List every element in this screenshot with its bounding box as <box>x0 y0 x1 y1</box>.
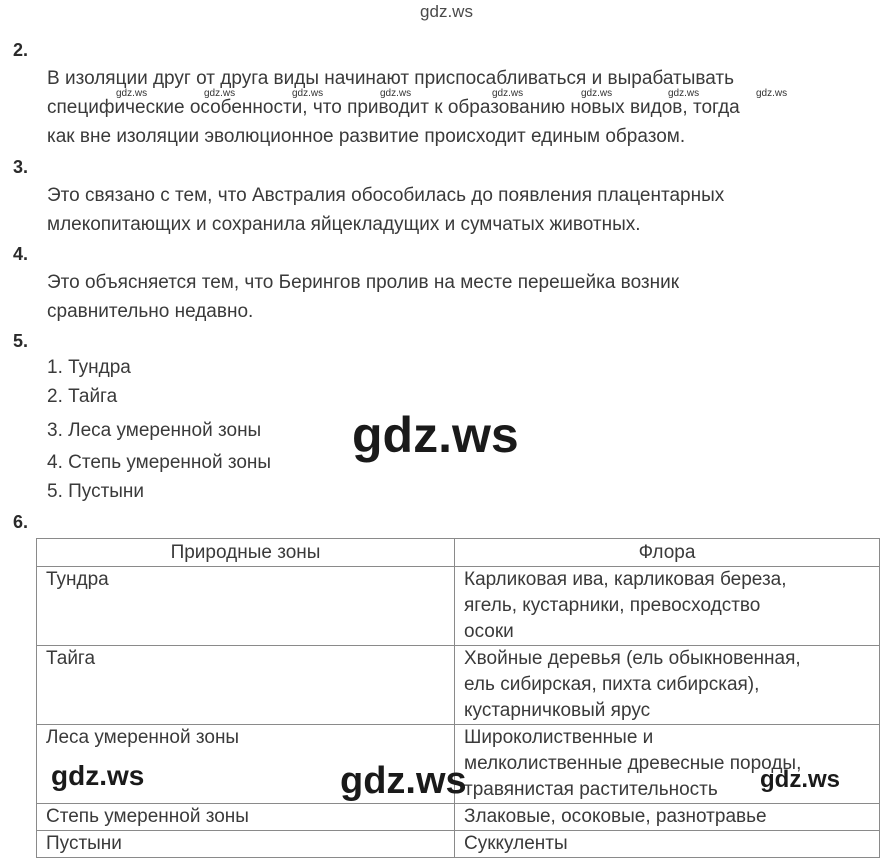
zone-cell: Тундра <box>37 567 455 646</box>
answer-2-text <box>47 64 887 151</box>
flora-line: травянистая растительность <box>464 779 718 800</box>
column-header-zones: Природные зоны <box>37 539 455 567</box>
flora-cell <box>455 646 880 725</box>
column-header-flora: Флора <box>455 539 880 567</box>
answer-number-2: 2. <box>13 40 29 60</box>
answer-2-line: как вне изоляции эволюционное развитие происходит единым образом. <box>47 126 686 147</box>
answer-4-text <box>47 268 887 326</box>
list-item: 1. Тундра <box>47 357 131 378</box>
table-row <box>37 646 880 725</box>
zone-cell: Пустыни <box>37 831 455 858</box>
zone-cell: Степь умеренной зоны <box>37 804 455 831</box>
flora-line: мелколиственные древесные породы, <box>464 753 802 774</box>
table-row <box>37 804 880 831</box>
answer-number-3: 3. <box>13 157 29 177</box>
list-item: 3. Леса умеренной зоны <box>47 420 262 441</box>
flora-line: осоки <box>464 621 514 642</box>
watermark-mid: gdz.ws <box>760 766 841 793</box>
answer-number-5: 5. <box>13 331 29 351</box>
flora-line: Суккуленты <box>464 833 568 854</box>
list-item: 4. Степь умеренной зоны <box>47 452 272 473</box>
watermark-mid: gdz.ws <box>340 760 467 802</box>
watermark-small: gdz.ws <box>380 88 412 99</box>
answer-number-6: 6. <box>13 512 29 532</box>
watermark-small: gdz.ws <box>292 88 324 99</box>
flora-cell <box>455 567 880 646</box>
flora-line: Хвойные деревья (ель обыкновенная, <box>464 648 801 669</box>
list-item: 2. Тайга <box>47 386 118 407</box>
watermark-small: gdz.ws <box>668 88 700 99</box>
flora-line: Злаковые, осоковые, разнотравье <box>464 806 767 827</box>
watermark-small: gdz.ws <box>116 88 148 99</box>
zone-cell: Леса умеренной зоны <box>37 725 455 804</box>
answer-4-line: Это объясняется тем, что Берингов пролив на месте перешейка возник <box>47 272 680 293</box>
list-item: 5. Пустыни <box>47 481 145 502</box>
flora-line: Карликовая ива, карликовая береза, <box>464 569 787 590</box>
flora-cell <box>455 804 880 831</box>
watermark-small: gdz.ws <box>581 88 613 99</box>
flora-cell <box>455 831 880 858</box>
answer-2-line: В изоляции друг от друга виды начинают приспосабливаться и вырабатывать <box>47 68 734 89</box>
answer-3-text <box>47 181 887 239</box>
answer-4-line: сравнительно недавно. <box>47 301 254 322</box>
flora-line: Широколиственные и <box>464 727 654 748</box>
watermark-mid: gdz.ws <box>51 760 145 791</box>
watermark-small: gdz.ws <box>756 88 788 99</box>
answer-2-line: специфические особенности, что приводит к образованию новых видов, тогда <box>47 97 740 118</box>
flora-line: кустарничковый ярус <box>464 700 651 721</box>
zone-cell: Тайга <box>37 646 455 725</box>
table-header-row <box>37 539 880 567</box>
flora-line: ель сибирская, пихта сибирская), <box>464 674 760 695</box>
table-row <box>37 567 880 646</box>
answer-3-line: Это связано с тем, что Австралия обособилась до появления плацентарных <box>47 185 725 206</box>
watermark-small: gdz.ws <box>204 88 236 99</box>
answer-number-4: 4. <box>13 244 29 264</box>
table-row <box>37 831 880 858</box>
zones-flora-table <box>36 538 880 858</box>
flora-line: ягель, кустарники, превосходство <box>464 595 761 616</box>
watermark-big: gdz.ws <box>352 407 519 463</box>
answer-3-line: млекопитающих и сохранила яйцекладущих и сумчатых животных. <box>47 214 641 235</box>
watermark-small: gdz.ws <box>492 88 524 99</box>
watermark-top: gdz.ws <box>420 2 473 21</box>
